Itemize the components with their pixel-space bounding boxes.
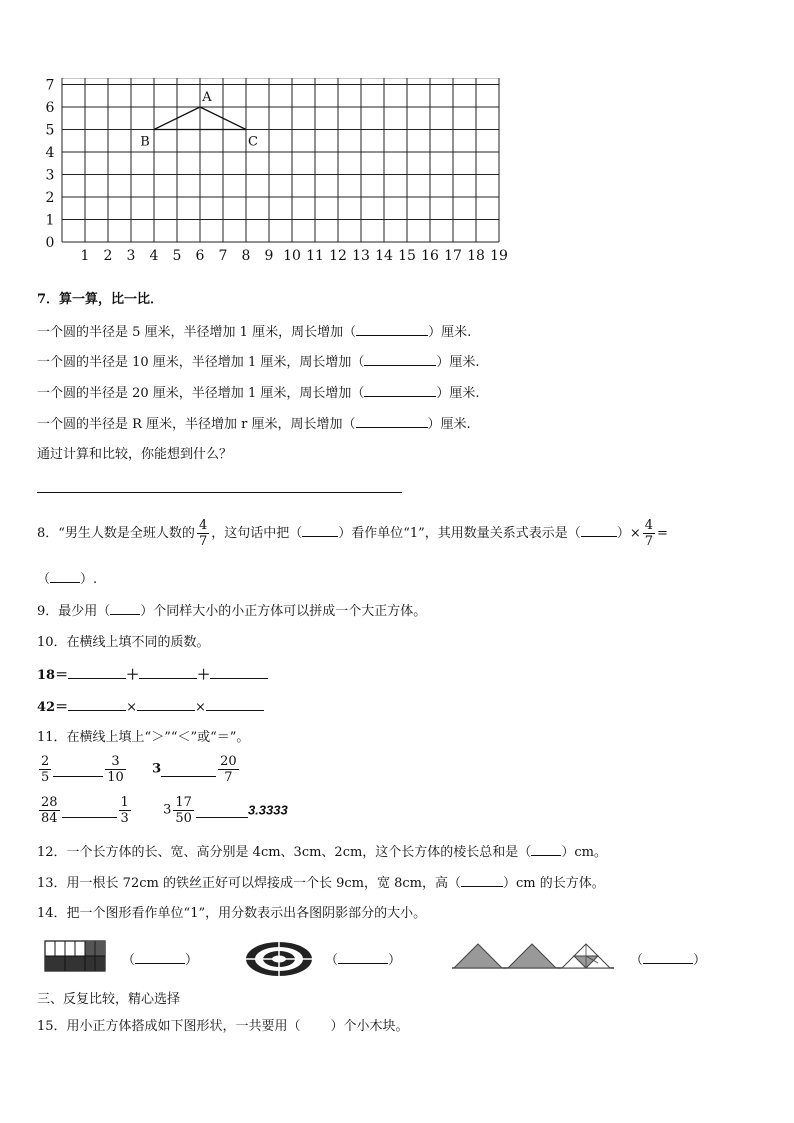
x-tick-label: 11 [306, 248, 324, 264]
q8-text-5: = [657, 526, 668, 541]
x-tick-label: 16 [421, 248, 439, 264]
q11-title: 11．在横线上填上“＞”“＜”或“＝”。 [37, 730, 250, 745]
q7-row-3 [37, 384, 479, 403]
q11-fraction-2-5 [39, 754, 51, 785]
q8-unit-blank[interactable] [302, 524, 338, 537]
y-tick-label: 4 [45, 145, 55, 161]
q10-eq-2-blank-3[interactable] [206, 698, 264, 711]
q8-close-paren: ）. [80, 572, 98, 587]
q7-answer-2[interactable] [364, 353, 436, 366]
q14-answer-1-close: ） [185, 953, 199, 968]
q11-decimal: 3.3333 [247, 802, 288, 818]
x-tick-label: 10 [283, 248, 301, 264]
q12-text-2: ）cm。 [561, 845, 607, 860]
q14-grid-shade-1 [45, 956, 65, 971]
q11-blank-4[interactable] [196, 803, 248, 818]
q15-line [37, 1018, 409, 1036]
x-tick-label: 19 [490, 248, 508, 264]
y-tick-label: 5 [45, 122, 55, 139]
q8-text-1: “男生人数是全班人数的 [58, 526, 195, 541]
q14-answer-2 [325, 951, 401, 970]
q14-triangle-figure [450, 938, 616, 974]
q13-text-2: ）cm 的长方体。 [502, 876, 605, 891]
q9-blank[interactable] [110, 602, 140, 615]
q7-title: 7．算一算，比一比． [37, 292, 164, 307]
x-tick-label: 17 [444, 248, 462, 264]
q7-answer-1[interactable] [356, 323, 428, 336]
q7-answer-4[interactable] [356, 415, 428, 428]
q11-f4-den: 84 [41, 811, 58, 826]
q13-line [37, 874, 605, 893]
q12-line [37, 843, 607, 862]
y-tick-label: 3 [45, 167, 55, 184]
q8-number: 8． [37, 526, 59, 541]
q14-blank-2[interactable] [338, 951, 388, 964]
y-tick-label: 2 [45, 190, 55, 206]
q11-blank-3[interactable] [62, 803, 117, 818]
q8-relation-blank[interactable] [581, 524, 617, 537]
q11-f1-den: 5 [41, 770, 50, 785]
q11-f3-num: 20 [220, 754, 237, 769]
q7-row-1 [37, 323, 471, 342]
q7-row-1-text: 一个圆的半径是 5 厘米，半径增加 1 厘米，周长增加（ [37, 325, 357, 340]
q14-blank-1[interactable] [135, 951, 185, 964]
q10-eq-2-blank-2[interactable] [137, 698, 195, 711]
coordinate-grid [40, 78, 510, 270]
q10-eq-1-plus-2: ＋ [197, 668, 211, 683]
q14-answer-1 [122, 951, 198, 970]
q8-open-paren: （ [37, 572, 51, 587]
point-label-a: A [202, 90, 212, 105]
x-tick-label: 2 [103, 248, 113, 264]
q10-eq-2-left: 42＝ [37, 700, 69, 715]
q14-answer-1-open: （ [122, 953, 136, 968]
q11-fraction-3-10 [105, 754, 126, 785]
q11-blank-1[interactable] [53, 762, 103, 777]
q8-fraction-a-den: 7 [198, 534, 208, 549]
q10-eq-1-blank-1[interactable] [68, 666, 126, 679]
section-3-title: 三、反复比较，精心选择 [37, 992, 181, 1007]
q7-row-2 [37, 353, 479, 372]
q14-answer-2-open: （ [325, 953, 339, 968]
x-tick-label: 14 [375, 248, 393, 264]
q10-title: 10．在横线上填不同的质数。 [37, 635, 210, 650]
q11-f5-num: 1 [120, 795, 129, 810]
x-tick-label: 6 [195, 248, 205, 264]
q11-fraction-1-3 [119, 795, 131, 826]
q8-fraction-b-num: 4 [644, 518, 653, 533]
q11-fraction-20-7 [218, 754, 239, 785]
q11-f4-num: 28 [41, 795, 58, 810]
q8-line-2 [37, 570, 97, 589]
q7-question: 通过计算和比较，你能想到什么？ [37, 447, 233, 462]
q14-answer-3 [630, 951, 706, 970]
x-tick-label: 3 [126, 248, 136, 264]
q12-blank[interactable] [531, 843, 561, 856]
q10-eq-2-times-2: × [195, 700, 206, 715]
q11-f2-num: 3 [105, 754, 126, 770]
q14-ring-figure [244, 940, 314, 978]
q7-row-4 [37, 415, 471, 434]
q8-text-4: ）× [616, 526, 641, 541]
q7-row-4-text: 一个圆的半径是 R 厘米，半径增加 r 厘米，周长增加（ [37, 417, 356, 432]
q11-blank-2[interactable] [161, 762, 216, 777]
q14-triangle-1 [454, 944, 502, 968]
q10-eq-1 [37, 666, 268, 685]
q13-text-1: 13．用一根长 72cm 的铁丝正好可以焊接成一个长 9cm，宽 8cm，高（ [37, 876, 461, 891]
q11-mixed-whole: 3 [163, 802, 172, 818]
point-label-c: C [248, 134, 258, 150]
q7-answer-3[interactable] [364, 384, 436, 397]
q10-eq-2 [37, 698, 264, 717]
q11-f1-num: 2 [41, 754, 50, 769]
q7-row-3-unit: ）厘米. [436, 386, 480, 401]
q8-line-1 [37, 517, 668, 551]
q7-row-3-text: 一个圆的半径是 20 厘米，半径增加 1 厘米，周长增加（ [37, 386, 365, 401]
q9-text-2: ）个同样大小的小正方体可以拼成一个大正方体。 [140, 604, 427, 619]
q11-fraction-28-84 [39, 795, 60, 826]
x-tick-label: 15 [398, 248, 416, 264]
q12-text-1: 12．一个长方体的长、宽、高分别是 4cm、3cm、2cm，这个长方体的棱长总和是（ [37, 845, 532, 860]
x-tick-label: 12 [329, 248, 347, 264]
q10-eq-1-blank-3[interactable] [210, 666, 268, 679]
q8-result-blank[interactable] [50, 570, 80, 583]
q14-answer-3-close: ） [693, 953, 707, 968]
q10-eq-2-times-1: × [126, 700, 137, 715]
q11-f2-den: 10 [107, 770, 124, 785]
x-tick-label: 9 [264, 248, 274, 264]
x-tick-label: 8 [241, 248, 251, 264]
q14-title: 14．把一个图形看作单位“1”，用分数表示出各图阴影部分的大小。 [37, 906, 427, 921]
q8-fraction-a-num: 4 [198, 518, 208, 533]
q9-text-1: 9．最少用（ [37, 604, 111, 619]
q8-text-2: ，这句话中把（ [211, 526, 303, 541]
q7-row-2-text: 一个圆的半径是 10 厘米，半径增加 1 厘米，周长增加（ [37, 355, 365, 370]
y-tick-label: 6 [45, 100, 55, 116]
y-tick-label: 7 [45, 78, 55, 94]
q11-m-den: 50 [175, 811, 192, 826]
q14-triangle-2 [508, 944, 556, 968]
q8-fraction-b [643, 518, 655, 549]
x-tick-label: 7 [218, 248, 228, 264]
q11-f5-den: 3 [120, 811, 129, 826]
q14-answer-2-close: ） [388, 953, 402, 968]
q15-text-2: ）个小木块。 [330, 1019, 409, 1034]
q15-text-1: 15．用小正方体搭成如下图形状，一共要用（ [37, 1019, 301, 1034]
q11-f3-den: 7 [224, 770, 233, 785]
q7-row-4-unit: ）厘米. [427, 417, 471, 432]
x-tick-label: 4 [149, 248, 159, 264]
y-tick-label: 0 [45, 235, 55, 251]
q10-eq-1-left: 18＝ [37, 668, 69, 683]
x-tick-label: 18 [467, 248, 485, 264]
x-tick-label: 5 [172, 248, 182, 264]
q9-line [37, 602, 426, 621]
q14-grid-figure [44, 940, 108, 974]
q8-fraction-b-den: 7 [644, 534, 653, 549]
q11-number-3: 3 [152, 761, 162, 777]
q10-eq-2-blank-1[interactable] [68, 698, 126, 711]
q7-row-1-unit: ）厘米. [428, 325, 472, 340]
x-tick-label: 1 [80, 248, 90, 264]
q7-row-2-unit: ）厘米. [436, 355, 480, 370]
q11-row-1 [37, 754, 241, 785]
q13-blank[interactable] [461, 874, 503, 887]
q8-fraction-a [197, 518, 209, 549]
x-tick-label: 13 [352, 248, 370, 264]
q7-answer-line[interactable] [37, 492, 402, 493]
q11-m-num: 17 [175, 795, 192, 810]
q11-fraction-17-50 [173, 795, 194, 826]
q14-blank-3[interactable] [643, 951, 693, 964]
q14-answer-3-open: （ [630, 953, 644, 968]
q10-eq-1-blank-2[interactable] [139, 666, 197, 679]
q14-grid-shade-2 [65, 956, 85, 971]
q11-row-2 [37, 795, 288, 826]
point-label-b: B [140, 134, 150, 150]
q8-text-3: ）看作单位“1”，其用数量关系式表示是（ [338, 526, 581, 541]
q10-eq-1-plus-1: ＋ [126, 668, 140, 683]
y-tick-label: 1 [45, 212, 55, 229]
